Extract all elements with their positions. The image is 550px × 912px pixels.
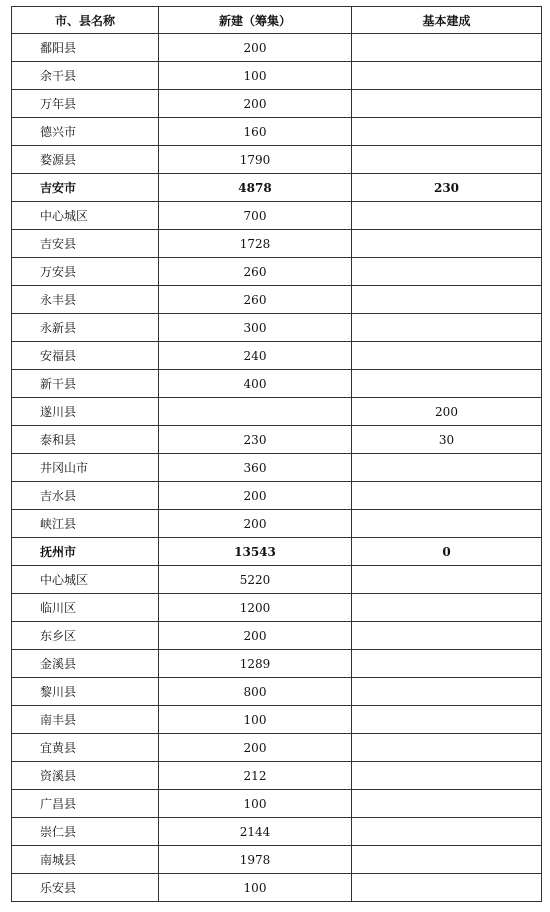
table-row	[12, 398, 542, 426]
region-name-cell: 余干县	[12, 62, 159, 90]
region-name-cell: 临川区	[12, 594, 159, 622]
new-count-cell: 13543	[159, 538, 352, 566]
new-count-cell: 2144	[159, 818, 352, 846]
region-name-cell: 宜黄县	[12, 734, 159, 762]
completed-count-cell: 30	[352, 426, 542, 454]
completed-count-cell	[352, 706, 542, 734]
table-row	[12, 874, 542, 902]
table-row	[12, 566, 542, 594]
table-row	[12, 202, 542, 230]
new-count-cell: 200	[159, 622, 352, 650]
region-name-cell: 中心城区	[12, 202, 159, 230]
new-count-cell: 160	[159, 118, 352, 146]
table-row	[12, 650, 542, 678]
region-name-cell: 峡江县	[12, 510, 159, 538]
table-row	[12, 790, 542, 818]
table-row	[12, 426, 542, 454]
new-count-cell: 5220	[159, 566, 352, 594]
completed-count-cell	[352, 34, 542, 62]
header-completed: 基本建成	[352, 7, 542, 34]
table-row	[12, 818, 542, 846]
table-row	[12, 34, 542, 62]
table-row	[12, 454, 542, 482]
completed-count-cell	[352, 482, 542, 510]
completed-count-cell: 230	[352, 174, 542, 202]
region-name-cell: 抚州市	[12, 538, 159, 566]
table-row	[12, 734, 542, 762]
region-name-cell: 永丰县	[12, 286, 159, 314]
new-count-cell: 260	[159, 258, 352, 286]
housing-table	[11, 6, 542, 902]
new-count-cell: 1289	[159, 650, 352, 678]
completed-count-cell	[352, 370, 542, 398]
completed-count-cell	[352, 454, 542, 482]
completed-count-cell	[352, 146, 542, 174]
region-name-cell: 吉安县	[12, 230, 159, 258]
table-row	[12, 762, 542, 790]
region-name-cell: 乐安县	[12, 874, 159, 902]
table-header-row	[12, 7, 542, 34]
new-count-cell: 200	[159, 34, 352, 62]
new-count-cell: 100	[159, 790, 352, 818]
table-row	[12, 90, 542, 118]
new-count-cell: 1200	[159, 594, 352, 622]
new-count-cell: 1978	[159, 846, 352, 874]
completed-count-cell	[352, 510, 542, 538]
region-name-cell: 鄱阳县	[12, 34, 159, 62]
new-count-cell: 212	[159, 762, 352, 790]
region-name-cell: 安福县	[12, 342, 159, 370]
region-name-cell: 东乡区	[12, 622, 159, 650]
table-row	[12, 230, 542, 258]
completed-count-cell	[352, 314, 542, 342]
completed-count-cell	[352, 622, 542, 650]
new-count-cell: 1728	[159, 230, 352, 258]
new-count-cell: 360	[159, 454, 352, 482]
city-row	[12, 174, 542, 202]
new-count-cell: 4878	[159, 174, 352, 202]
completed-count-cell	[352, 90, 542, 118]
new-count-cell: 200	[159, 510, 352, 538]
new-count-cell: 230	[159, 426, 352, 454]
table-row	[12, 258, 542, 286]
completed-count-cell	[352, 678, 542, 706]
completed-count-cell: 200	[352, 398, 542, 426]
region-name-cell: 万年县	[12, 90, 159, 118]
new-count-cell: 260	[159, 286, 352, 314]
region-name-cell: 南城县	[12, 846, 159, 874]
completed-count-cell	[352, 62, 542, 90]
completed-count-cell	[352, 734, 542, 762]
table-row	[12, 342, 542, 370]
region-name-cell: 泰和县	[12, 426, 159, 454]
new-count-cell	[159, 398, 352, 426]
region-name-cell: 黎川县	[12, 678, 159, 706]
new-count-cell: 100	[159, 62, 352, 90]
completed-count-cell	[352, 818, 542, 846]
table-row	[12, 370, 542, 398]
completed-count-cell	[352, 762, 542, 790]
table-row	[12, 118, 542, 146]
region-name-cell: 井冈山市	[12, 454, 159, 482]
region-name-cell: 金溪县	[12, 650, 159, 678]
new-count-cell: 240	[159, 342, 352, 370]
region-name-cell: 遂川县	[12, 398, 159, 426]
city-row	[12, 538, 542, 566]
table-row	[12, 706, 542, 734]
completed-count-cell: 0	[352, 538, 542, 566]
region-name-cell: 万安县	[12, 258, 159, 286]
new-count-cell: 800	[159, 678, 352, 706]
completed-count-cell	[352, 594, 542, 622]
region-name-cell: 崇仁县	[12, 818, 159, 846]
completed-count-cell	[352, 202, 542, 230]
table-row	[12, 286, 542, 314]
completed-count-cell	[352, 790, 542, 818]
new-count-cell: 200	[159, 90, 352, 118]
region-name-cell: 吉水县	[12, 482, 159, 510]
table-row	[12, 622, 542, 650]
completed-count-cell	[352, 230, 542, 258]
table-body	[12, 34, 542, 902]
new-count-cell: 100	[159, 874, 352, 902]
table-row	[12, 594, 542, 622]
table-row	[12, 146, 542, 174]
completed-count-cell	[352, 118, 542, 146]
new-count-cell: 200	[159, 734, 352, 762]
completed-count-cell	[352, 286, 542, 314]
new-count-cell: 700	[159, 202, 352, 230]
completed-count-cell	[352, 342, 542, 370]
region-name-cell: 新干县	[12, 370, 159, 398]
new-count-cell: 1790	[159, 146, 352, 174]
region-name-cell: 德兴市	[12, 118, 159, 146]
table-row	[12, 510, 542, 538]
table-row	[12, 314, 542, 342]
new-count-cell: 400	[159, 370, 352, 398]
completed-count-cell	[352, 846, 542, 874]
completed-count-cell	[352, 874, 542, 902]
table-row	[12, 62, 542, 90]
region-name-cell: 中心城区	[12, 566, 159, 594]
completed-count-cell	[352, 258, 542, 286]
region-name-cell: 广昌县	[12, 790, 159, 818]
header-new: 新建（筹集）	[159, 7, 352, 34]
new-count-cell: 100	[159, 706, 352, 734]
table-row	[12, 846, 542, 874]
table-row	[12, 482, 542, 510]
new-count-cell: 200	[159, 482, 352, 510]
new-count-cell: 300	[159, 314, 352, 342]
region-name-cell: 南丰县	[12, 706, 159, 734]
table-row	[12, 678, 542, 706]
region-name-cell: 资溪县	[12, 762, 159, 790]
region-name-cell: 永新县	[12, 314, 159, 342]
completed-count-cell	[352, 650, 542, 678]
completed-count-cell	[352, 566, 542, 594]
region-name-cell: 婺源县	[12, 146, 159, 174]
region-name-cell: 吉安市	[12, 174, 159, 202]
header-name: 市、县名称	[12, 7, 159, 34]
